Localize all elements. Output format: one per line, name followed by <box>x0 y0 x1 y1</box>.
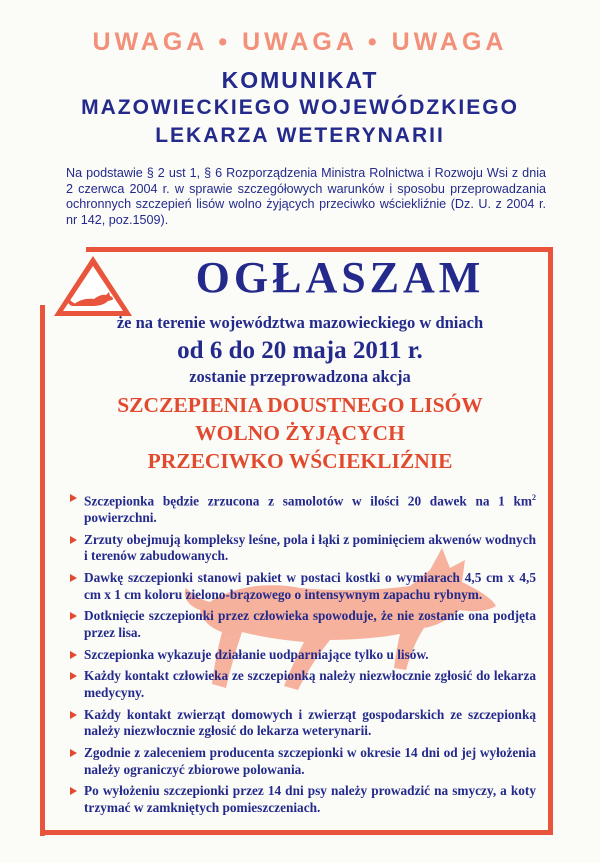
bullet-arrow-icon <box>70 711 77 719</box>
bullet-arrow-icon <box>70 536 77 544</box>
warning-triangle-fox-icon <box>52 254 134 318</box>
legal-basis-text: Na podstawie § 2 ust 1, § 6 Rozporządzenia Ministra Rolnictwa i Rozwoju Wsi z dnia 2 czerwca 2004 r. w sprawie szczegółowych warunków i sposobu przeprowadzania ochronnych szczepień lisów wolno żyjących przeciwko wściekliźnie (Dz. U. z 2004 r. nr 142, poz.1509). <box>66 166 546 227</box>
frame-left-border <box>40 305 45 836</box>
list-item: Po wyłożeniu szczepionki przez 14 dni psy należy prowadzić na smyczy, a koty trzymać w zamkniętych pomieszczeniach. <box>70 783 536 816</box>
frame-bottom-border <box>40 830 553 835</box>
list-item: Szczepionka wykazuje działanie uodparniające tylko u lisów. <box>70 647 536 664</box>
uwaga-header: UWAGA • UWAGA • UWAGA <box>92 28 508 56</box>
announcement-line-action: zostanie przeprowadzona akcja <box>189 367 411 386</box>
bullet-arrow-icon <box>70 672 77 680</box>
frame-right-border <box>548 247 553 835</box>
title-komunikat: KOMUNIKAT <box>221 67 379 93</box>
bullet-arrow-icon <box>70 612 77 620</box>
bullet-arrow-icon <box>70 494 77 502</box>
announcement-dates: od 6 do 20 maja 2011 r. <box>177 337 423 364</box>
list-item: Dotknięcie szczepionki przez człowieka spowoduje, że nie zostanie ona podjęta przez lisa. <box>70 608 536 641</box>
list-item: Dawkę szczepionki stanowi pakiet w postaci kostki o wymiarach 4,5 cm x 4,5 cm x 1 cm koloru zielono-brązowego o intensywnym zapachu rybnym. <box>70 570 536 603</box>
list-item: Każdy kontakt człowieka ze szczepionką należy niezwłocznie zgłosić do lekarza medycyny. <box>70 668 536 701</box>
list-item: Każdy kontakt zwierząt domowych i zwierząt gospodarskich ze szczepionką należy niezwłocznie zgłosić do lekarza weterynarii. <box>70 707 536 740</box>
campaign-title-line3: PRZECIWKO WŚCIEKLIŹNIE <box>147 449 453 473</box>
oglaszam-heading: OGŁASZAM <box>195 253 485 302</box>
campaign-title <box>60 391 540 475</box>
bullet-arrow-icon <box>70 651 77 659</box>
announcement-line-region: że na terenie województwa mazowieckiego w dniach <box>116 313 484 332</box>
bullet-arrow-icon <box>70 574 77 582</box>
bullet-arrow-icon <box>70 749 77 757</box>
title-authority-role: LEKARZA WETERYNARII <box>155 124 445 147</box>
bullet-arrow-icon <box>70 787 77 795</box>
instruction-list <box>70 490 536 822</box>
list-item: Zgodnie z zaleceniem producenta szczepionki w okresie 14 dni od jej wyłożenia należy ograniczyć zbiorowe polowania. <box>70 745 536 778</box>
title-authority: MAZOWIECKIEGO WOJEWÓDZKIEGO <box>81 96 519 119</box>
list-item: Zrzuty obejmują kompleksy leśne, pola i łąki z pominięciem akwenów wodnych i terenów zabudowanych. <box>70 532 536 565</box>
list-item: Szczepionka będzie zrzucona z samolotów w ilości 20 dawek na 1 $km^2$ powierzchni. <box>70 490 536 526</box>
campaign-title-line2: WOLNO ŻYJĄCYCH <box>195 421 405 445</box>
komunikat-title-block <box>0 66 600 150</box>
campaign-title-line1: SZCZEPIENIA DOUSTNEGO LISÓW <box>117 393 483 417</box>
